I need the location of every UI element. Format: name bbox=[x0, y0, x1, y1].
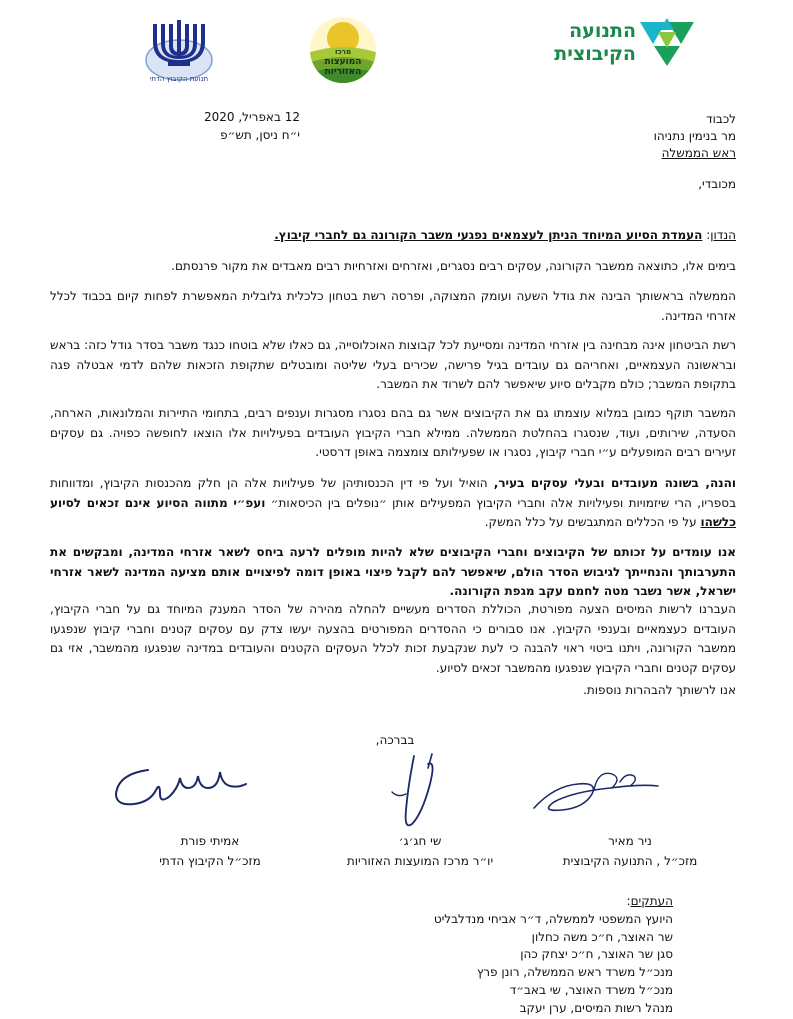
paragraph-3: רשת הביטחון אינה מבחינה בין אזרחי המדינה ומסייעת לכל קבוצות האוכלוסייה, גם כאלו שלא בוטחו כנגד משבר בסדר גודל כזה: בראש ובראשונה העצמאיים, ואחריהם גם עובדים בגיל פרישה, שכירים בעלי שליטה ומובטלים שתקופת הזכאות שלהם לדמי אבטלה פגה בתקופת המשבר; כולם מקבלים סיוע שיאפשר להם לשרוד את המשבר. bbox=[50, 338, 736, 391]
date-hebrew: י״ח ניסן, תש״פ bbox=[220, 128, 300, 142]
p5-bold-start: והנה, בשונה מעובדים ובעלי עסקים בעיר, bbox=[493, 476, 736, 490]
signatory-3-title: מזכ״ל הקיבוץ הדתי bbox=[159, 854, 261, 868]
cc-label-row bbox=[313, 893, 673, 911]
paragraph-5 bbox=[50, 474, 736, 533]
paragraph-4: המשבר תוקף כמובן במלוא עוצמתו גם את הקיבוצים אשר גם בהם נסגרו מסגרות וענפים רבים, בתחומי התיירות והמלונאות, הארחה, הסעדה, שירותים, ועוד, שנסגרו בהחלטת הממשלה. ממילא חברי הקיבוץ העובדים בפעילויות אלו הוצאו לחופשה כפויה. גם עסקים זעירים רבים המופעלים ע״י חברי קיבוץ, נסגרו או שפעילותם צומצמה באופן דרסטי. bbox=[50, 406, 736, 459]
cc-item: שר האוצר, ח״כ משה כחלון bbox=[531, 929, 673, 944]
paragraph-7: העברנו לרשות המיסים הצעה מפורטת, הכוללת הסדרים מעשיים להחלה מהירה של הסדר המענק המיוחד גם על חברי הקיבוץ, העובדים כעצמאיים ובענפי הקיבוץ. אנו סבורים כי ההסדרים המפורטים בהצעה יעשו צדק עם עסקים קטנים וחברי קיבוץ שנפגעו ממשבר הקורונה, ויתנו ביטוי ראוי להבנה כי לעת שנקבעת זכות לכלל העסקים הקטנים והעובדים במדינה שנפגעו מהמשבר, אזי גם עסקים קטנים וחברי הקיבוץ שנפגעו מהמשבר זכאים לסיוע. bbox=[50, 602, 736, 675]
logo-title-line1: התנועה bbox=[569, 20, 636, 42]
addressee-title: ראש הממשלה bbox=[661, 146, 736, 160]
logo-caption-small: מרכז bbox=[334, 48, 352, 56]
p5-middle: הואיל ועל פי דין הכנסותיהן של פעילויות אלה הן חלק מהכנסות הקיבוץ, ומדווחות בספריו, הרי שיזמויות ופעילויות אלה וחברי הקיבוץ המפעילים אותן ״נופלים בין הכיסאות״ bbox=[50, 476, 737, 510]
signature-nir-meir bbox=[528, 764, 668, 822]
p5-tail: על פי הכללים המתגבשים על כלל המשק. bbox=[484, 515, 701, 529]
addressee-line3 bbox=[486, 144, 736, 162]
subject-label: הנדון bbox=[710, 228, 736, 242]
signatory-1-name: ניר מאיר bbox=[608, 834, 652, 848]
signatory-1-title: מזכ״ל , התנועה הקיבוצית bbox=[562, 854, 698, 868]
subject-separator: : bbox=[702, 228, 711, 242]
regional-councils-logo bbox=[305, 16, 381, 88]
addressee-line1: לכבוד bbox=[706, 112, 736, 126]
signature-shai-hagag bbox=[380, 752, 450, 834]
signatory-1 bbox=[530, 832, 730, 870]
signatory-2-name: שי חג׳ג׳ bbox=[398, 834, 442, 848]
closing-request: אנו לרשותך להבהרות נוספות. bbox=[583, 683, 736, 697]
logo-caption-main: המועצות האזוריות bbox=[324, 57, 362, 77]
subject-line bbox=[50, 226, 736, 244]
paragraph-2: הממשלה בראשותך הבינה את גודל השעה ועומק המצוקה, ופרסה רשת בטחון כלכלית גלובלית המאפשרת לפחות קיום בכבוד לכלל אזרחי המדינה. bbox=[50, 289, 736, 323]
greeting: מכובדי, bbox=[698, 177, 736, 191]
cc-item: סגן שר האוצר, ח״כ יצחק כהן bbox=[520, 947, 673, 962]
cc-block bbox=[313, 893, 673, 1018]
religious-kibbutz-logo bbox=[138, 14, 220, 88]
date-gregorian: 12 באפריל, 2020 bbox=[203, 110, 300, 124]
addressee-line2: מר בנימין נתניהו bbox=[653, 129, 736, 143]
p5-bold-underlined: כלשהו bbox=[700, 515, 736, 529]
signatory-3 bbox=[135, 832, 285, 870]
cc-item: מנכ״ל משרד האוצר, שי באב״ד bbox=[509, 982, 673, 997]
signatory-2 bbox=[310, 832, 530, 870]
kibbutz-movement-logo bbox=[548, 18, 698, 68]
signatory-2-title: יו״ר מרכז המועצות האזוריות bbox=[346, 854, 494, 868]
logo-title-line2: הקיבוצית bbox=[554, 43, 636, 65]
paragraph-6: אנו עומדים על זכותם של הקיבוצים וחברי הקיבוצים שלא להיות מופלים לרעה ביחס לשאר אזרחי המדינה, ומבקשים את התערבותך והנחייתך לגיבוש הסדר הולם, שיאפשר להם לקבל פיצוי באופן דומה לפיצויים אותם מציעה המדינה לשאר אזרחי ישראל, אשר נשבר מטה לחמם עקב מגפת הקורונה. bbox=[50, 545, 736, 598]
cc-item: מנכ״ל משרד ראש הממשלה, רונן פרץ bbox=[476, 965, 673, 980]
star-logo-icon bbox=[638, 18, 696, 66]
cc-label-suffix: : bbox=[626, 894, 631, 908]
signatory-3-name: אמיתי פורת bbox=[180, 834, 240, 848]
signature-amitai-porat bbox=[108, 762, 248, 812]
subject-text: העמדת הסיוע המיוחד הניתן לעצמאים נפגעי משבר הקורונה גם לחברי קיבוץ. bbox=[274, 228, 703, 242]
blessing: בברכה, bbox=[375, 733, 415, 747]
cc-item: היועץ המשפטי לממשלה, ד״ר אביחי מנדלבליט bbox=[433, 911, 673, 926]
p5-bold-end: ועפ״י מתווה הסיוע אינם זכאים לסיוע bbox=[50, 495, 266, 510]
paragraph-1: בימים אלו, כתוצאה ממשבר הקורונה, עסקים רבים נסגרים, ואזרחים ואזרחיות רבים מאבדים את מקור פרנסתם. bbox=[171, 259, 736, 273]
logo-caption: תנועת הקיבוץ הדתי bbox=[149, 75, 209, 83]
cc-item: מנהל רשות המיסים, ערן יעקב bbox=[519, 1000, 673, 1015]
cc-label: העתקים bbox=[630, 894, 673, 908]
